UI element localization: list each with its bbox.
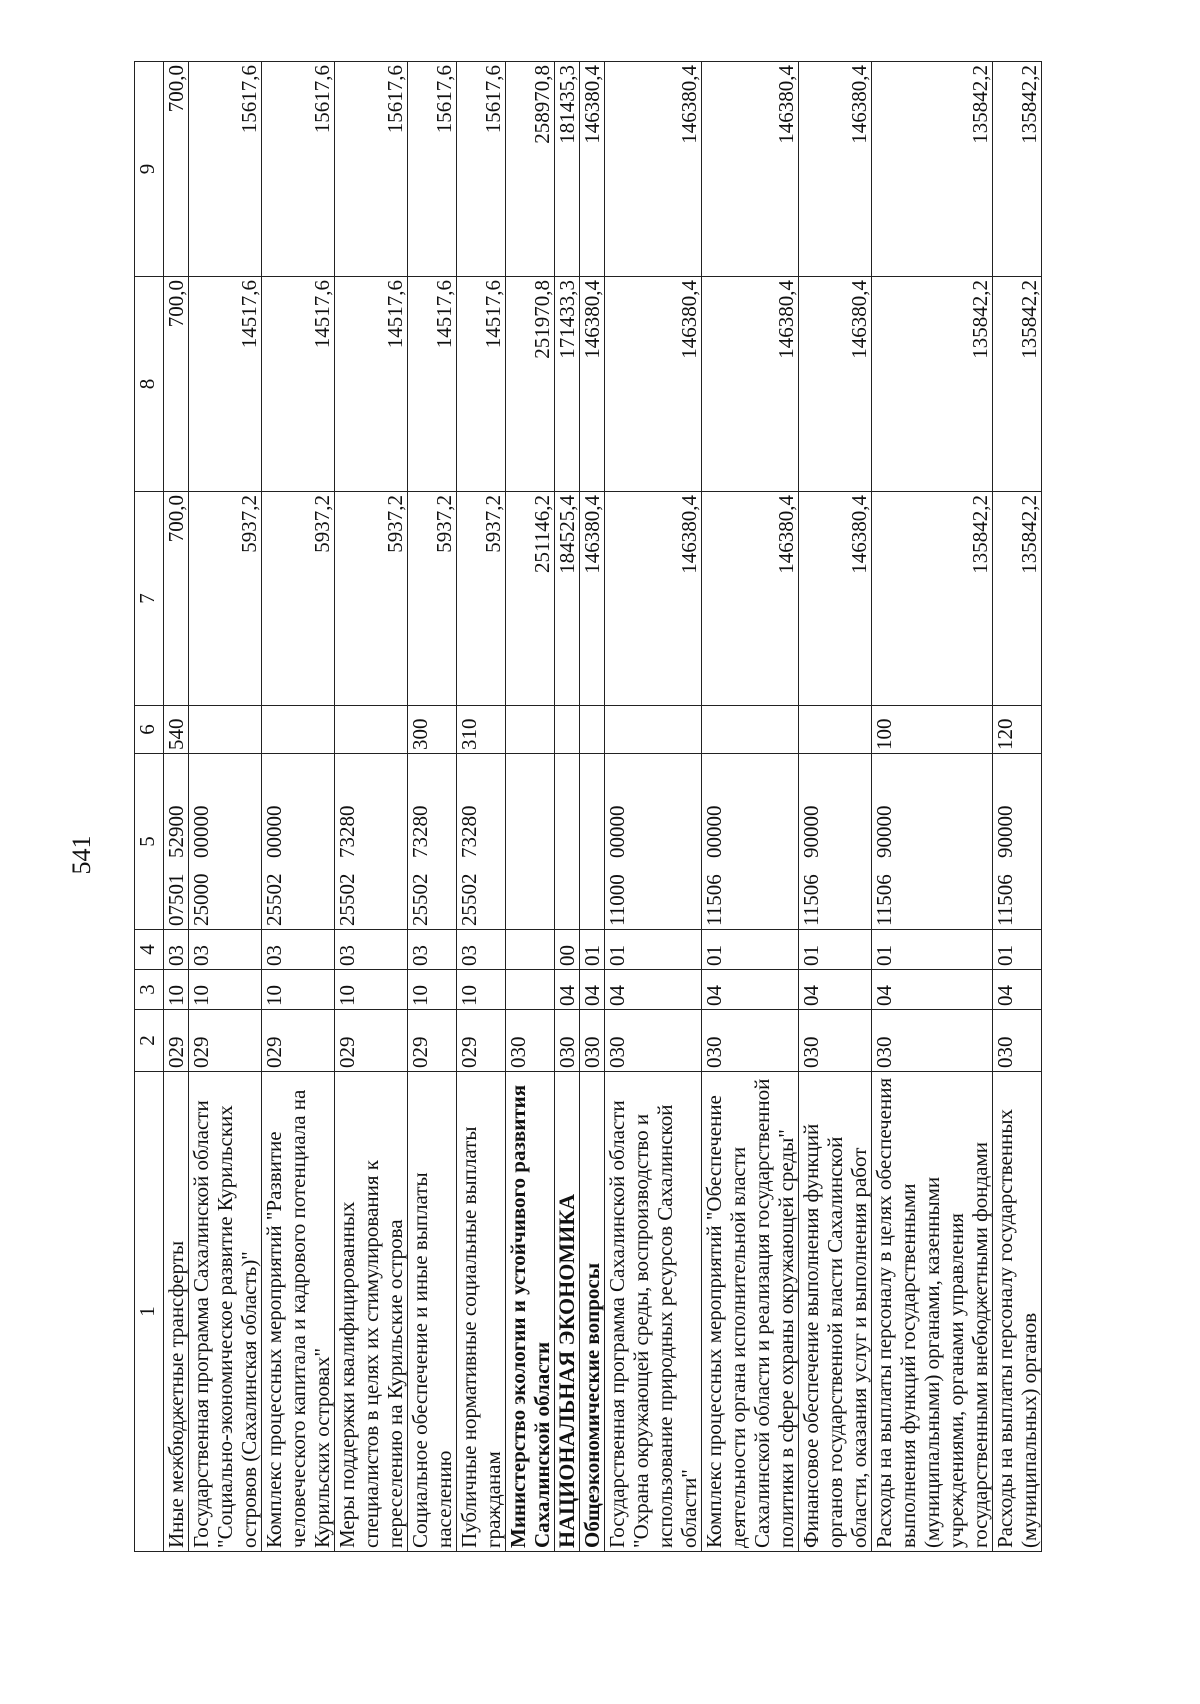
rotated-page-content bbox=[134, 62, 1042, 1552]
column-header: 9 bbox=[135, 62, 164, 277]
amount-year-3: 135842,2 bbox=[993, 62, 1042, 277]
column-header: 6 bbox=[135, 706, 164, 754]
expense-type-code: 120 bbox=[993, 706, 1042, 754]
row-name: Меры поддержки квалифицированных специалистов в целях их стимулирования к переселению на Курильские острова bbox=[335, 1072, 408, 1552]
amount-year-3: 181435,3 bbox=[555, 62, 580, 277]
target-article-direction-code: 90000 bbox=[799, 805, 823, 858]
chapter-code: 029 bbox=[408, 1010, 457, 1072]
target-article-program-code: 25502 bbox=[262, 873, 286, 926]
section-code: 04 bbox=[555, 970, 580, 1010]
table-row bbox=[580, 62, 605, 1552]
target-article-direction-code: 52900 bbox=[164, 805, 188, 858]
amount-year-2: 14517,6 bbox=[457, 277, 506, 492]
amount-year-2: 251970,8 bbox=[506, 277, 555, 492]
column-header: 4 bbox=[135, 930, 164, 970]
row-name: Государственная программа Сахалинской области "Социально-экономическое развитие Курильских островов (Сахалинская область)" bbox=[189, 1072, 262, 1552]
table-row bbox=[189, 62, 262, 1552]
row-name: НАЦИОНАЛЬНАЯ ЭКОНОМИКА bbox=[555, 1072, 580, 1552]
section-code: 04 bbox=[580, 970, 605, 1010]
expense-type-code bbox=[702, 706, 799, 754]
target-article-program-code: 25502 bbox=[457, 873, 481, 926]
subsection-code: 03 bbox=[262, 930, 335, 970]
target-article-code bbox=[408, 754, 457, 930]
amount-year-2: 171433,3 bbox=[555, 277, 580, 492]
target-article-direction-code: 00000 bbox=[702, 805, 726, 858]
expense-type-code: 300 bbox=[408, 706, 457, 754]
page-number: 541 bbox=[67, 835, 96, 875]
chapter-code: 029 bbox=[164, 1010, 189, 1072]
amount-year-3: 258970,8 bbox=[506, 62, 555, 277]
subsection-code bbox=[506, 930, 555, 970]
row-name: Министерство экологии и устойчивого развития Сахалинской области bbox=[506, 1072, 555, 1552]
subsection-code: 00 bbox=[555, 930, 580, 970]
target-article-direction-code: 73280 bbox=[408, 805, 432, 858]
row-name: Расходы на выплаты персоналу в целях обеспечения выполнения функций государственными (муниципальными) органами, казенными учреждениями, органами управления государственными внебюджетными фондами bbox=[872, 1072, 993, 1552]
amount-year-1: 5937,2 bbox=[408, 492, 457, 706]
target-article-direction-code: 90000 bbox=[993, 805, 1017, 858]
amount-year-3: 15617,6 bbox=[408, 62, 457, 277]
table-row bbox=[408, 62, 457, 1552]
section-code: 10 bbox=[408, 970, 457, 1010]
table-row bbox=[799, 62, 872, 1552]
amount-year-3: 700,0 bbox=[164, 62, 189, 277]
chapter-code: 030 bbox=[555, 1010, 580, 1072]
chapter-code: 030 bbox=[872, 1010, 993, 1072]
subsection-code: 03 bbox=[164, 930, 189, 970]
target-article-code bbox=[506, 754, 555, 930]
target-article-code bbox=[872, 754, 993, 930]
target-article-code bbox=[605, 754, 702, 930]
amount-year-1: 5937,2 bbox=[457, 492, 506, 706]
amount-year-2: 146380,4 bbox=[702, 277, 799, 492]
table-row bbox=[872, 62, 993, 1552]
table-row bbox=[262, 62, 335, 1552]
section-code: 10 bbox=[262, 970, 335, 1010]
subsection-code: 01 bbox=[702, 930, 799, 970]
target-article-code bbox=[335, 754, 408, 930]
subsection-code: 03 bbox=[408, 930, 457, 970]
amount-year-1: 135842,2 bbox=[993, 492, 1042, 706]
amount-year-1: 146380,4 bbox=[580, 492, 605, 706]
amount-year-3: 15617,6 bbox=[262, 62, 335, 277]
expense-type-code bbox=[605, 706, 702, 754]
amount-year-2: 135842,2 bbox=[872, 277, 993, 492]
row-name: Государственная программа Сахалинской области "Охрана окружающей среды, воспроизводство и использование природных ресурсов Сахалинской области" bbox=[605, 1072, 702, 1552]
table-row bbox=[506, 62, 555, 1552]
chapter-code: 030 bbox=[605, 1010, 702, 1072]
target-article-code bbox=[189, 754, 262, 930]
target-article-direction-code: 90000 bbox=[872, 805, 896, 858]
expense-type-code bbox=[555, 706, 580, 754]
subsection-code: 03 bbox=[335, 930, 408, 970]
target-article-code bbox=[993, 754, 1042, 930]
expense-type-code bbox=[580, 706, 605, 754]
chapter-code: 029 bbox=[262, 1010, 335, 1072]
amount-year-3: 146380,4 bbox=[799, 62, 872, 277]
row-name: Социальное обеспечение и иные выплаты населению bbox=[408, 1072, 457, 1552]
chapter-code: 030 bbox=[506, 1010, 555, 1072]
expense-type-code bbox=[799, 706, 872, 754]
target-article-code bbox=[262, 754, 335, 930]
target-article-program-code: 25000 bbox=[189, 873, 213, 926]
target-article-program-code: 11000 bbox=[605, 874, 629, 926]
target-article-code bbox=[580, 754, 605, 930]
section-code: 10 bbox=[164, 970, 189, 1010]
amount-year-1: 146380,4 bbox=[605, 492, 702, 706]
amount-year-3: 15617,6 bbox=[457, 62, 506, 277]
section-code: 10 bbox=[457, 970, 506, 1010]
subsection-code: 01 bbox=[993, 930, 1042, 970]
target-article-program-code: 11506 bbox=[872, 874, 896, 926]
expense-type-code bbox=[189, 706, 262, 754]
row-name: Иные межбюджетные трансферты bbox=[164, 1072, 189, 1552]
table-row bbox=[993, 62, 1042, 1552]
amount-year-2: 146380,4 bbox=[580, 277, 605, 492]
section-code: 04 bbox=[702, 970, 799, 1010]
target-article-code bbox=[457, 754, 506, 930]
expense-type-code: 310 bbox=[457, 706, 506, 754]
table-row bbox=[335, 62, 408, 1552]
expense-type-code: 100 bbox=[872, 706, 993, 754]
target-article-code bbox=[799, 754, 872, 930]
table-row bbox=[457, 62, 506, 1552]
chapter-code: 029 bbox=[335, 1010, 408, 1072]
target-article-direction-code: 73280 bbox=[457, 805, 481, 858]
chapter-code: 030 bbox=[702, 1010, 799, 1072]
subsection-code: 01 bbox=[799, 930, 872, 970]
target-article-program-code: 11506 bbox=[993, 874, 1017, 926]
row-name: Публичные нормативные социальные выплаты гражданам bbox=[457, 1072, 506, 1552]
amount-year-2: 135842,2 bbox=[993, 277, 1042, 492]
chapter-code: 029 bbox=[457, 1010, 506, 1072]
expense-type-code bbox=[335, 706, 408, 754]
expense-type-code bbox=[506, 706, 555, 754]
section-code bbox=[506, 970, 555, 1010]
table-row bbox=[164, 62, 189, 1552]
column-header: 7 bbox=[135, 492, 164, 706]
table-row bbox=[605, 62, 702, 1552]
amount-year-2: 146380,4 bbox=[799, 277, 872, 492]
row-name: Общеэкономические вопросы bbox=[580, 1072, 605, 1552]
expense-type-code bbox=[262, 706, 335, 754]
column-header: 5 bbox=[135, 754, 164, 930]
chapter-code: 030 bbox=[993, 1010, 1042, 1072]
amount-year-2: 146380,4 bbox=[605, 277, 702, 492]
amount-year-3: 15617,6 bbox=[189, 62, 262, 277]
row-name: Комплекс процессных мероприятий "Развитие человеческого капитала и кадрового потенциала на Курильских островах" bbox=[262, 1072, 335, 1552]
amount-year-3: 146380,4 bbox=[580, 62, 605, 277]
target-article-program-code: 25502 bbox=[335, 873, 359, 926]
section-code: 10 bbox=[189, 970, 262, 1010]
table-body bbox=[164, 62, 1042, 1552]
chapter-code: 030 bbox=[580, 1010, 605, 1072]
amount-year-1: 146380,4 bbox=[799, 492, 872, 706]
chapter-code: 030 bbox=[799, 1010, 872, 1072]
amount-year-2: 14517,6 bbox=[262, 277, 335, 492]
target-article-program-code: 25502 bbox=[408, 873, 432, 926]
section-code: 04 bbox=[872, 970, 993, 1010]
amount-year-2: 14517,6 bbox=[189, 277, 262, 492]
target-article-program-code: 07501 bbox=[164, 873, 188, 926]
section-code: 04 bbox=[799, 970, 872, 1010]
section-code: 10 bbox=[335, 970, 408, 1010]
amount-year-3: 15617,6 bbox=[335, 62, 408, 277]
expense-type-code: 540 bbox=[164, 706, 189, 754]
column-header: 1 bbox=[135, 1072, 164, 1552]
table-row bbox=[555, 62, 580, 1552]
amount-year-3: 146380,4 bbox=[702, 62, 799, 277]
subsection-code: 01 bbox=[580, 930, 605, 970]
column-header: 3 bbox=[135, 970, 164, 1010]
section-code: 04 bbox=[993, 970, 1042, 1010]
subsection-code: 03 bbox=[189, 930, 262, 970]
budget-table bbox=[134, 61, 1042, 1552]
target-article-code bbox=[702, 754, 799, 930]
amount-year-1: 5937,2 bbox=[335, 492, 408, 706]
target-article-direction-code: 00000 bbox=[189, 805, 213, 858]
target-article-program-code: 11506 bbox=[702, 874, 726, 926]
target-article-program-code: 11506 bbox=[799, 874, 823, 926]
row-name: Финансовое обеспечение выполнения функций органов государственной власти Сахалинской области, оказания услуг и выполнения работ bbox=[799, 1072, 872, 1552]
amount-year-1: 5937,2 bbox=[262, 492, 335, 706]
target-article-code bbox=[555, 754, 580, 930]
amount-year-1: 146380,4 bbox=[702, 492, 799, 706]
target-article-direction-code: 00000 bbox=[262, 805, 286, 858]
amount-year-3: 146380,4 bbox=[605, 62, 702, 277]
target-article-direction-code: 73280 bbox=[335, 805, 359, 858]
amount-year-1: 5937,2 bbox=[189, 492, 262, 706]
subsection-code: 01 bbox=[605, 930, 702, 970]
subsection-code: 03 bbox=[457, 930, 506, 970]
chapter-code: 029 bbox=[189, 1010, 262, 1072]
table-row bbox=[702, 62, 799, 1552]
amount-year-2: 700,0 bbox=[164, 277, 189, 492]
amount-year-1: 184525,4 bbox=[555, 492, 580, 706]
amount-year-2: 14517,6 bbox=[335, 277, 408, 492]
table-header-row bbox=[135, 62, 164, 1552]
subsection-code: 01 bbox=[872, 930, 993, 970]
amount-year-1: 251146,2 bbox=[506, 492, 555, 706]
section-code: 04 bbox=[605, 970, 702, 1010]
column-header: 2 bbox=[135, 1010, 164, 1072]
amount-year-3: 135842,2 bbox=[872, 62, 993, 277]
row-name: Комплекс процессных мероприятий "Обеспечение деятельности органа исполнительной власти Сахалинской области и реализация государственной политики в сфере охраны окружающей среды" bbox=[702, 1072, 799, 1552]
row-name: Расходы на выплаты персоналу государственных (муниципальных) органов bbox=[993, 1072, 1042, 1552]
amount-year-1: 135842,2 bbox=[872, 492, 993, 706]
amount-year-2: 14517,6 bbox=[408, 277, 457, 492]
target-article-direction-code: 00000 bbox=[605, 805, 629, 858]
column-header: 8 bbox=[135, 277, 164, 492]
amount-year-1: 700,0 bbox=[164, 492, 189, 706]
target-article-code bbox=[164, 754, 189, 930]
